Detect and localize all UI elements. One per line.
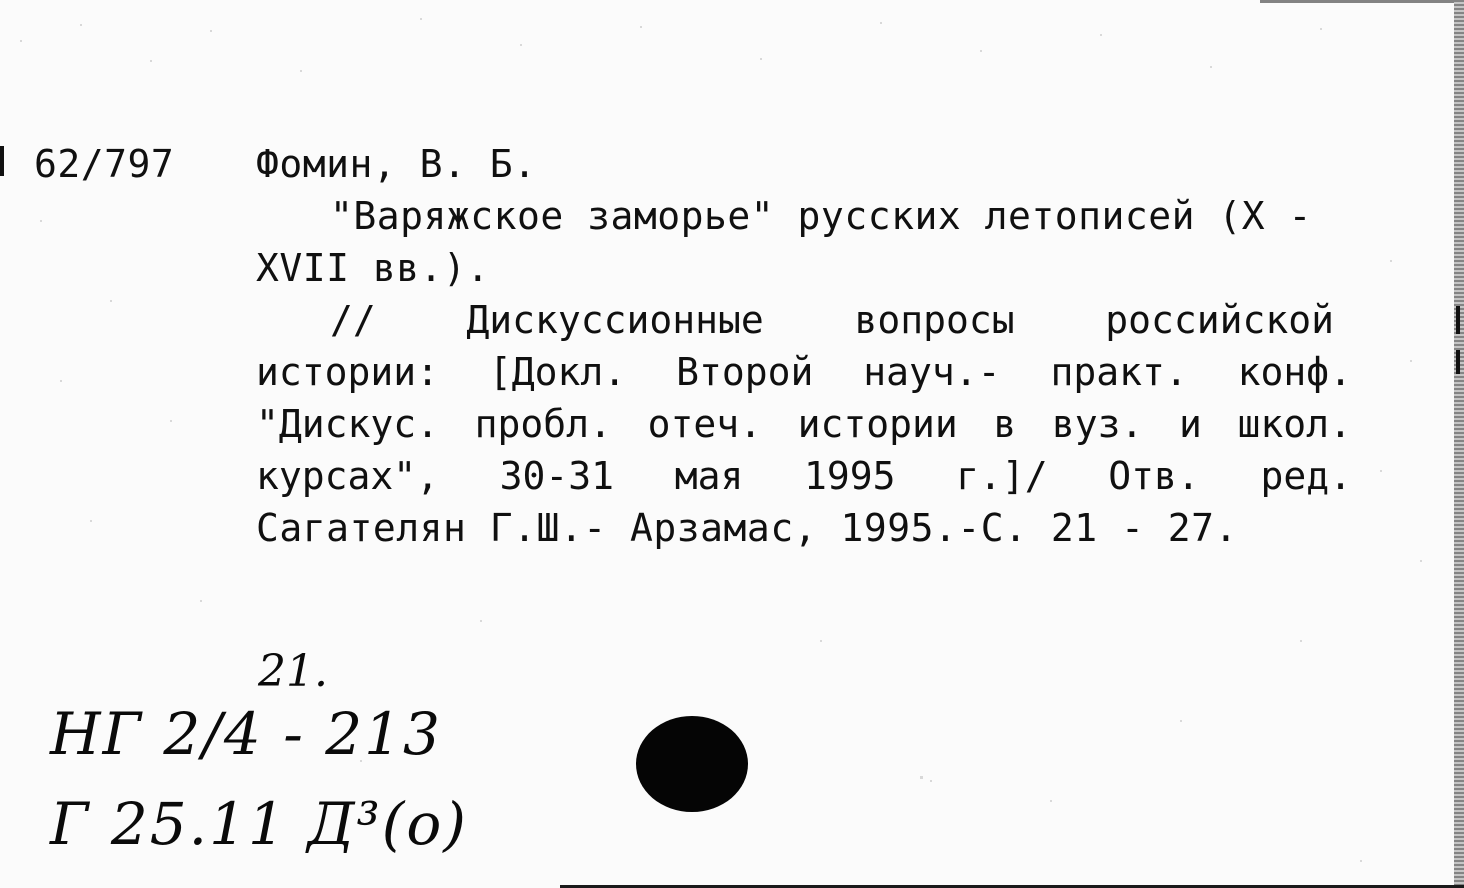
author-heading: Фомин, В. Б. (256, 142, 537, 186)
source-word: отеч. (647, 402, 762, 446)
title-line: XVII вв.). (256, 246, 490, 290)
source-line (256, 346, 1352, 398)
source-word: российской (1105, 298, 1334, 342)
left-edge-mark (0, 146, 4, 176)
source-word: 1995 (803, 454, 896, 498)
source-word: ред. (1260, 454, 1352, 498)
source-word: [Докл. (488, 350, 627, 394)
source-word: науч.- (863, 350, 1001, 394)
right-edge-mark (1456, 306, 1460, 334)
shelf-mark: 62/797 (34, 142, 175, 186)
source-word: истории: (256, 350, 440, 394)
source-word: истории (797, 402, 958, 446)
source-word: практ. (1050, 350, 1188, 394)
source-line (330, 294, 1334, 346)
card-right-edge (1454, 0, 1464, 888)
handwritten-page-note: 21. (258, 646, 328, 697)
title-line: "Варяжское заморье" русских летописей (X - (330, 194, 1312, 238)
source-word: и (1179, 402, 1202, 446)
right-edge-mark (1456, 350, 1460, 374)
source-word: Второй (676, 350, 814, 394)
source-word: конф. (1237, 350, 1352, 394)
source-line (256, 450, 1352, 502)
source-word: Дискуссионные (466, 298, 764, 342)
imprint-line: Сагателян Г.Ш.- Арзамас, 1995.-С. 21 - 27. (256, 506, 1238, 550)
source-word: вопросы (854, 298, 1015, 342)
card-top-edge (1260, 0, 1454, 3)
source-word: г.]/ (956, 454, 1048, 498)
source-word: в (993, 402, 1017, 446)
source-word: // (330, 298, 376, 342)
source-word: мая (674, 454, 744, 498)
source-word: вуз. (1051, 402, 1144, 446)
handwritten-call-number: НГ 2/4 - 213 (50, 700, 442, 768)
source-word: школ. (1237, 402, 1352, 446)
handwritten-classification: Г 25.11 Д³(о) (50, 790, 468, 858)
source-word: "Дискус. (256, 402, 440, 446)
source-word: курсах", (256, 454, 440, 498)
source-word: 30-31 (499, 454, 615, 498)
punch-hole (636, 716, 748, 812)
source-word: Отв. (1108, 454, 1200, 498)
source-line (256, 398, 1352, 450)
source-word: пробл. (474, 402, 612, 446)
